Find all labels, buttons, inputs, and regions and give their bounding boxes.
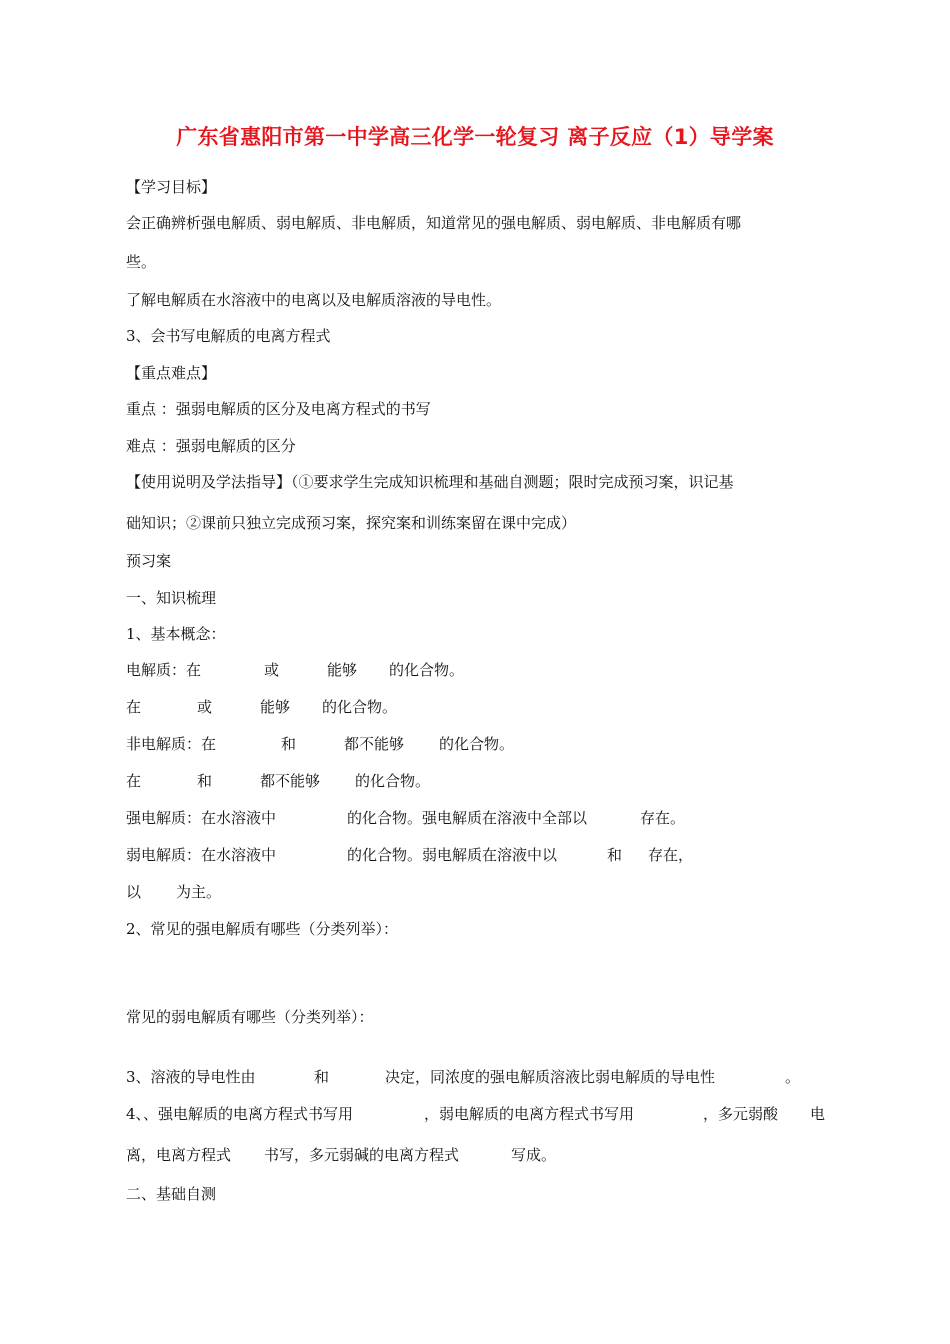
text-segment: 在 xyxy=(126,698,142,716)
text-segment: 离，电离方程式 xyxy=(126,1146,232,1164)
goal-1-line-1: 会正确辨析强电解质、弱电解质、非电解质，知道常见的强电解质、弱电解质、非电解质有哪 xyxy=(126,214,742,232)
text-segment: 存在。 xyxy=(640,809,686,827)
text-segment: 决定，同浓度的强电解质溶液比弱电解质的导电性 xyxy=(385,1068,716,1086)
section-2-heading: 二、基础自测 xyxy=(126,1185,217,1203)
usage-line-1: 【使用说明及学法指导】（①要求学生完成知识梳理和基础自测题；限时完成预习案，识记基 xyxy=(126,473,734,491)
text-segment: 的化合物。 xyxy=(322,698,398,716)
text-segment: 在 xyxy=(126,772,142,790)
text-segment: 的化合物。强电解质在溶液中全部以 xyxy=(347,809,588,827)
text-segment: 为主。 xyxy=(176,883,222,901)
text-segment: 的化合物。 xyxy=(389,661,465,679)
text-segment: 都不能够 xyxy=(260,772,321,790)
preview-heading: 预习案 xyxy=(126,552,172,570)
text-segment: 以 xyxy=(126,883,142,901)
text-segment: 。 xyxy=(785,1068,801,1086)
key-points-header: 【重点难点】 xyxy=(126,364,217,382)
goal-3: 3、会书写电解质的电离方程式 xyxy=(126,327,331,345)
goal-1-line-2: 些。 xyxy=(126,253,157,271)
text-segment: 3、溶液的导电性由 xyxy=(126,1068,256,1086)
text-segment: 或 xyxy=(197,698,213,716)
usage-line-2: 础知识；②课前只独立完成预习案，探究案和训练案留在课中完成） xyxy=(126,514,577,532)
key-point: 重点 ：强弱电解质的区分及电离方程式的书写 xyxy=(126,400,431,418)
section-1-heading: 一、知识梳理 xyxy=(126,589,217,607)
text-segment: 存在， xyxy=(648,846,694,864)
goal-2: 了解电解质在水溶液中的电离以及电解质溶液的导电性。 xyxy=(126,291,502,309)
text-segment: 和 xyxy=(607,846,623,864)
text-segment: 的化合物。 xyxy=(355,772,431,790)
text-segment: 和 xyxy=(314,1068,330,1086)
question-2-weak: 常见的弱电解质有哪些（分类列举）： xyxy=(126,1008,374,1026)
text-segment: 能够 xyxy=(327,661,358,679)
difficult-point: 难点 ：强弱电解质的区分 xyxy=(126,437,296,455)
text-segment: ，弱电解质的电离方程式书写用 xyxy=(424,1105,635,1123)
goals-header: 【学习目标】 xyxy=(126,178,217,196)
text-segment: 弱电解质：在水溶液中 xyxy=(126,846,277,864)
text-segment: 写成。 xyxy=(511,1146,557,1164)
text-segment: 4、、强电解质的电离方程式书写用 xyxy=(126,1105,354,1123)
text-segment: 和 xyxy=(197,772,213,790)
basic-concepts: 1、基本概念： xyxy=(126,625,226,643)
text-segment: 都不能够 xyxy=(344,735,405,753)
text-segment: 或 xyxy=(264,661,280,679)
text-segment: 电解质：在 xyxy=(126,661,202,679)
text-segment: 能够 xyxy=(260,698,291,716)
text-segment: 强电解质：在水溶液中 xyxy=(126,809,277,827)
text-segment: 和 xyxy=(281,735,297,753)
text-segment: 非电解质：在 xyxy=(126,735,217,753)
question-2: 2、常见的强电解质有哪些（分类列举）： xyxy=(126,920,399,938)
text-segment: ，多元弱酸 xyxy=(703,1105,779,1123)
page-title: 广东省惠阳市第一中学高三化学一轮复习 离子反应（1）导学案 xyxy=(176,125,774,149)
text-segment: 电 xyxy=(810,1105,826,1123)
text-segment: 书写，多元弱碱的电离方程式 xyxy=(264,1146,460,1164)
text-segment: 的化合物。 xyxy=(439,735,515,753)
text-segment: 的化合物。弱电解质在溶液中以 xyxy=(347,846,558,864)
